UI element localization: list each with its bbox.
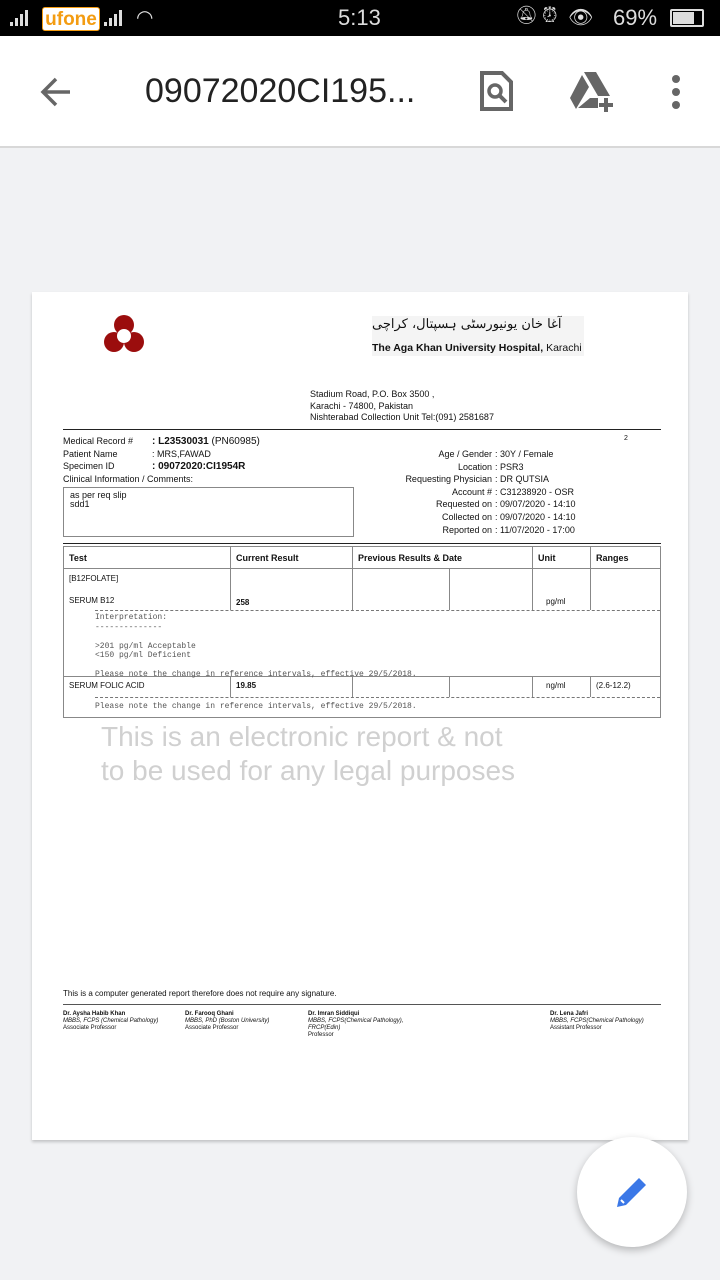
interpretation: Interpretation: -------------- >201 pg/ml Acceptable <150 pg/ml Deficient Please note the change in reference intervals, effective 29/5/2018. — [95, 613, 417, 679]
doctor-name: Dr. Lena Jafri — [550, 1011, 589, 1017]
alarm-icon: ⏰︎ — [542, 5, 558, 27]
eye-icon: 👁︎ — [568, 7, 594, 29]
clock: 5:13 — [338, 5, 381, 30]
info-label: Reported on — [442, 524, 492, 535]
doctor-signature-block — [185, 1011, 269, 1032]
info-label: Age / Gender — [438, 449, 492, 459]
info-value: : PSR3 — [495, 461, 524, 472]
edit-button[interactable] — [577, 1137, 687, 1247]
more-vert-icon[interactable] — [668, 74, 684, 110]
row-unit: ng/ml — [546, 681, 566, 690]
signal-icon — [10, 10, 28, 26]
watermark: This is an electronic report & not to be used for any legal purposes — [101, 721, 516, 786]
info-label: Requesting Physician — [405, 474, 492, 485]
doctor-qualification: FRCP(Edin) — [308, 1025, 341, 1031]
info-label: Account # — [451, 486, 492, 497]
doctor-title: Professor — [308, 1032, 334, 1038]
info-value: : 30Y / Female — [495, 449, 554, 459]
comments-box: as per req slip sdd1 — [63, 487, 354, 537]
doctor-title: Associate Professor — [63, 1025, 117, 1031]
spec-label: Specimen ID — [63, 461, 115, 471]
doctor-signature-block — [63, 1011, 158, 1032]
back-arrow-icon[interactable] — [38, 74, 74, 110]
hospital-logo: آغا خان یونیورسٹی ہسپتال، کراچی The Aga Khan University Hospital, Karachi — [372, 316, 584, 356]
pdf-page — [32, 292, 688, 1140]
status-bar — [0, 0, 720, 36]
row-result: 258 — [236, 598, 250, 607]
drive-add-icon[interactable] — [568, 70, 616, 112]
app-bar — [0, 36, 720, 148]
doctor-title: Assistant Professor — [550, 1025, 602, 1031]
footer-note: This is a computer generated report therefore does not require any signature. — [63, 989, 337, 998]
info-label: Collected on — [441, 512, 492, 522]
row-result: 19.85 — [236, 681, 257, 690]
row-test: SERUM FOLIC ACID — [69, 681, 145, 690]
wifi-icon: ◠ — [136, 7, 154, 29]
doctor-name: Dr. Aysha Habib Khan — [63, 1011, 126, 1017]
note: Please note the change in reference intervals, effective 29/5/2018. — [95, 702, 417, 711]
doctor-qualification: MBBS, FCPS(Chemical Pathology), — [308, 1018, 404, 1024]
doctor-signature-block — [308, 1011, 403, 1039]
document-title: 09072020CI195... — [145, 72, 416, 110]
doctor-qualification: MBBS, FCPS(Chemical Pathology) — [550, 1018, 644, 1024]
header-previous: Previous Results & Date — [358, 553, 463, 563]
row-unit: pg/ml — [546, 597, 566, 606]
info-value: : DR QUTSIA — [495, 474, 550, 485]
hospital-address: Stadium Road, P.O. Box 3500 , Karachi - 74800, Pakistan Nishterabad Collection Unit Tel:(091) 2581687 — [310, 389, 494, 422]
battery-icon — [670, 9, 704, 27]
spec-value: : 09072020:CI1954R — [152, 461, 246, 472]
row-range: (2.6-12.2) — [596, 681, 631, 690]
battery-percent: 69% — [613, 5, 658, 30]
doctor-signature-block — [550, 1011, 644, 1032]
akuh-logo-icon — [102, 312, 146, 356]
info-value: : 09/07/2020 - 14:10 — [495, 512, 576, 522]
doctor-qualification: MBBS, PhD (Boston University) — [185, 1018, 270, 1024]
row-test: SERUM B12 — [69, 596, 115, 605]
carrier-logo: ufone — [42, 7, 100, 31]
test-group: [B12FOLATE] — [69, 574, 119, 583]
page-number: 2 — [624, 435, 628, 442]
pencil-icon — [613, 1173, 651, 1211]
info-value: : C31238920 - OSR — [495, 486, 575, 497]
doctor-name: Dr. Imran Siddiqui — [308, 1011, 360, 1017]
mr-label: Medical Record # — [63, 436, 134, 446]
info-label: Requested on — [435, 499, 492, 510]
doctor-qualification: MBBS, FCPS (Chemical Pathology) — [63, 1018, 159, 1024]
name-value: : MRS,FAWAD — [152, 449, 211, 459]
header-unit: Unit — [538, 553, 556, 563]
mr-value: : L23530031 (PN60985) — [152, 436, 260, 447]
info-value: : 09/07/2020 - 14:10 — [495, 499, 576, 510]
doctor-title: Associate Professor — [185, 1025, 239, 1031]
find-in-page-icon[interactable] — [478, 70, 514, 112]
header-current: Current Result — [236, 553, 299, 563]
info-value: : 11/07/2020 - 17:00 — [495, 524, 575, 535]
header-ranges: Ranges — [596, 553, 629, 563]
clin-label: Clinical Information / Comments: — [63, 474, 194, 484]
name-label: Patient Name — [63, 449, 118, 459]
bell-off-icon: 🔕︎ — [515, 5, 538, 25]
signal-icon-2 — [104, 10, 122, 26]
header-test: Test — [69, 553, 87, 563]
info-label: Location — [457, 461, 492, 472]
results-table — [63, 546, 661, 718]
doctor-name: Dr. Farooq Ghani — [185, 1011, 234, 1017]
